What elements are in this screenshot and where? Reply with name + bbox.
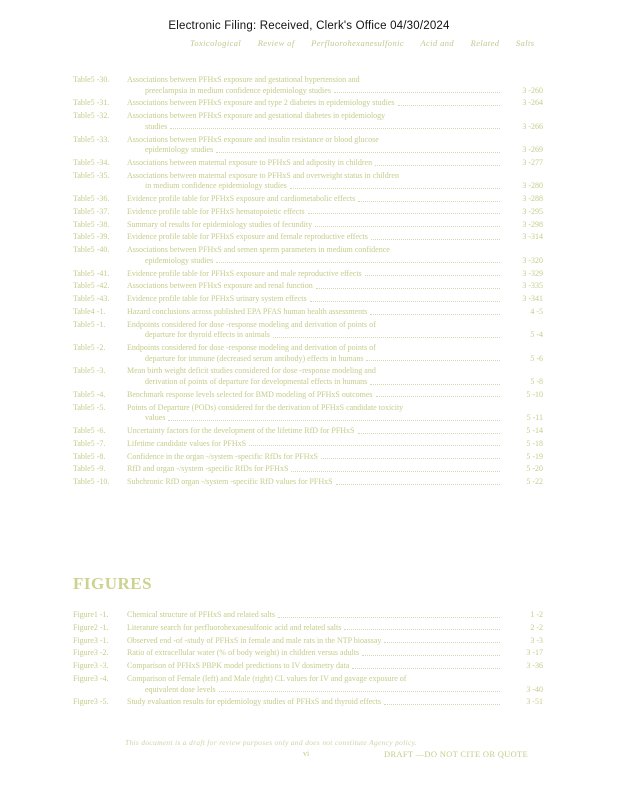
- table-entry[interactable]: [73, 158, 543, 169]
- table-entry-label: Table5 -3.: [73, 366, 106, 376]
- table-entry-title: Associations between maternal exposure to PFHxS and adiposity in children: [127, 157, 373, 167]
- dot-leader: [316, 281, 500, 289]
- table-entry[interactable]: [73, 194, 543, 205]
- table-entry[interactable]: [73, 232, 543, 243]
- table-entry-title-line: [127, 122, 503, 133]
- table-entry-title-line: [127, 111, 503, 122]
- figure-entry-title: Comparison of Female (left) and Male (right) CL values for IV and gavage exposure of: [127, 673, 407, 683]
- dot-leader: [249, 439, 500, 447]
- table-entry-title: Hazard conclusions across published EPA PFAS human health assessments: [127, 306, 368, 316]
- dot-leader: [310, 294, 500, 302]
- table-entry[interactable]: [73, 145, 543, 156]
- table-entry[interactable]: [73, 111, 543, 122]
- table-entry[interactable]: [73, 330, 543, 341]
- figure-entry-label: Figure3 -2.: [73, 648, 109, 658]
- figure-entry[interactable]: [73, 648, 543, 659]
- figure-entry-label: Figure3 -3.: [73, 661, 109, 671]
- figure-entry-title-line: [127, 648, 503, 659]
- dot-leader: [362, 648, 500, 656]
- table-entry-page: 3 -269: [522, 145, 543, 155]
- table-entry[interactable]: [73, 354, 543, 365]
- table-entry-label: [73, 181, 127, 192]
- table-entry-title: Lifetime candidate values for PFHxS: [127, 438, 247, 448]
- table-entry-page: 5 -6: [530, 353, 543, 363]
- figure-entry-page: 3 -51: [526, 697, 543, 707]
- running-header: [190, 38, 548, 48]
- figure-entry-title: Comparison of PFHxS PBPK model predictions to IV dosimetry data: [127, 661, 350, 671]
- table-entry-title-line: [127, 98, 503, 109]
- figure-entry-label: Figure3 -5.: [73, 697, 109, 707]
- figure-entry-title-line: [127, 623, 503, 634]
- figure-entry-title: equivalent dose levels: [145, 684, 216, 694]
- dot-leader: [334, 86, 500, 94]
- dot-leader: [315, 220, 500, 228]
- dot-leader: [344, 623, 500, 631]
- table-entry[interactable]: [73, 256, 543, 267]
- table-entry-page: 3 -280: [522, 181, 543, 191]
- table-entry-title-line: [127, 194, 503, 205]
- figure-entry-title-line: [127, 661, 503, 672]
- table-entry-page: 3 -341: [522, 294, 543, 304]
- table-entry-page: [503, 403, 543, 414]
- table-entry-page: 5 -11: [526, 413, 543, 423]
- table-entry-label: [73, 86, 127, 97]
- table-entry-title-line: [127, 256, 503, 267]
- table-entry[interactable]: [73, 207, 543, 218]
- table-entry-page: 3 -277: [522, 157, 543, 167]
- table-entry-title: studies: [145, 121, 168, 131]
- running-header-word: Salts: [515, 38, 535, 48]
- table-entry-label: [73, 330, 127, 341]
- table-entry[interactable]: [73, 366, 543, 377]
- running-header-word: Related: [470, 38, 500, 48]
- running-header-word: Perfluorohexanesulfonic: [311, 38, 405, 48]
- table-entry-label: Table5 -6.: [73, 425, 106, 435]
- table-entry-title-line: [127, 343, 503, 354]
- table-entry-title: departure for thyroid effects in animals: [145, 330, 270, 340]
- dot-leader: [216, 256, 500, 264]
- dot-leader: [291, 464, 500, 472]
- table-entry[interactable]: [73, 269, 543, 280]
- table-entry-title-line: [127, 366, 503, 377]
- table-entry-label: Table5 -32.: [73, 111, 110, 121]
- table-entry-title: Subchronic RfD organ -/system -specific RfD values for PFHxS: [127, 477, 333, 487]
- table-entry-title: Summary of results for epidemiology studies of fecundity: [127, 219, 313, 229]
- table-entry-title: Benchmark response levels selected for BMD modeling of PFHxS outcomes: [127, 389, 373, 399]
- table-entry-label: Table5 -42.: [73, 281, 110, 291]
- table-entry[interactable]: [73, 98, 543, 109]
- table-entry[interactable]: [73, 75, 543, 86]
- dot-leader: [365, 269, 500, 277]
- dot-leader: [366, 354, 500, 362]
- list-of-figures: [73, 610, 543, 710]
- table-entry[interactable]: [73, 377, 543, 388]
- table-entry-title: Associations between maternal exposure to PFHxS and overweight status in children: [127, 170, 399, 180]
- table-entry-label: Table5 -10.: [73, 477, 110, 487]
- table-entry-label: Table5 -36.: [73, 194, 110, 204]
- table-entry-title: epidemiology studies: [145, 145, 214, 155]
- figure-entry-page: 1 -2: [530, 610, 543, 619]
- figure-entry-page: 3 -36: [526, 661, 543, 671]
- table-entry-label: Table5 -4.: [73, 389, 106, 399]
- dot-leader: [278, 610, 500, 618]
- table-entry-page: 3 -264: [522, 98, 543, 108]
- table-entry[interactable]: [73, 181, 543, 192]
- dot-leader: [384, 697, 500, 705]
- table-entry-title: values: [145, 413, 166, 423]
- table-entry[interactable]: [73, 477, 543, 488]
- table-entry-label: [73, 377, 127, 388]
- figure-entry-label: Figure3 -1.: [73, 635, 109, 645]
- table-entry-label: Table5 -40.: [73, 245, 110, 255]
- table-entry-page: 5 -8: [530, 377, 543, 387]
- table-entry-label: [73, 145, 127, 156]
- figure-entry-title-line: [127, 636, 503, 647]
- figure-entry-page: 3 -17: [526, 648, 543, 658]
- dot-leader: [336, 477, 500, 485]
- table-entry-page: 3 -266: [522, 121, 543, 131]
- figure-entry-title: Observed end -of -study of PFHxS in female and male rats in the NTP bioassay: [127, 635, 382, 645]
- table-entry-page: [503, 135, 543, 146]
- table-entry-label: Table5 -9.: [73, 464, 106, 474]
- table-entry-label: Table5 -38.: [73, 219, 110, 229]
- table-entry-title-line: [127, 390, 503, 401]
- table-entry-title-line: [127, 86, 503, 97]
- dot-leader: [384, 636, 500, 644]
- draft-label: DRAFT —DO NOT CITE OR QUOTE: [384, 749, 529, 759]
- table-entry-label: Table5 -7.: [73, 438, 106, 448]
- table-entry[interactable]: [73, 294, 543, 305]
- table-entry-label: [73, 354, 127, 365]
- table-entry-title: in medium confidence epidemiology studies: [145, 181, 287, 191]
- table-entry-title-line: [127, 207, 503, 218]
- figure-entry-title: Study evaluation results for epidemiology studies of PFHxS and thyroid effects: [127, 697, 382, 707]
- figure-entry-page: [503, 674, 543, 685]
- table-entry-title-line: [127, 145, 503, 156]
- table-entry-page: 3 -288: [522, 194, 543, 204]
- table-entry-title-line: [127, 75, 503, 86]
- table-entry-title: Associations between PFHxS exposure and type 2 diabetes in epidemiology studies: [127, 98, 395, 108]
- table-entry-label: Table5 -39.: [73, 232, 110, 242]
- table-entry-page: 3 -335: [522, 281, 543, 291]
- table-entry-title: RfD and organ -/system -specific RfDs for PFHxS: [127, 464, 289, 474]
- table-entry-title-line: [127, 354, 503, 365]
- list-of-tables: [73, 75, 543, 490]
- table-entry-label: Table4 -1.: [73, 306, 106, 316]
- table-entry-title-line: [127, 307, 503, 318]
- table-entry-page: [503, 366, 543, 377]
- table-entry-label: Table5 -37.: [73, 206, 110, 216]
- table-entry-page: 3 -314: [522, 232, 543, 242]
- figure-entry[interactable]: [73, 697, 543, 708]
- table-entry-title: Endpoints considered for dose -response modeling and derivation of points of: [127, 343, 376, 353]
- figure-entry[interactable]: [73, 661, 543, 672]
- table-entry-page: [503, 111, 543, 122]
- table-entry-title-line: [127, 294, 503, 305]
- table-entry-label: [73, 122, 127, 133]
- figure-entry[interactable]: [73, 610, 543, 621]
- table-entry-label: [73, 413, 127, 424]
- table-entry-title-line: [127, 413, 503, 424]
- figure-entry-label: Figure2 -1.: [73, 622, 109, 632]
- table-entry-page: 4 -5: [530, 306, 543, 316]
- dot-leader: [376, 390, 500, 398]
- table-entry[interactable]: [73, 86, 543, 97]
- table-entry-label: Table5 -41.: [73, 268, 110, 278]
- table-entry-title: Evidence profile table for PFHxS exposure and cardiometabolic effects: [127, 194, 356, 204]
- table-entry-title-line: [127, 426, 503, 437]
- table-entry-title-line: [127, 320, 503, 331]
- table-entry-page: 3 -295: [522, 206, 543, 216]
- table-entry-title: Associations between PFHxS and semen sperm parameters in medium confidence: [127, 245, 390, 255]
- table-entry-label: Table5 -30.: [73, 75, 110, 84]
- table-entry-label: [73, 256, 127, 267]
- table-entry[interactable]: [73, 122, 543, 133]
- table-entry-page: 3 -320: [522, 255, 543, 265]
- table-entry-label: Table5 -1.: [73, 319, 106, 329]
- dot-leader: [371, 232, 500, 240]
- figure-entry[interactable]: [73, 685, 543, 696]
- figure-entry-title: Literature search for perfluorohexanesulfonic acid and related salts: [127, 622, 342, 632]
- table-entry[interactable]: [73, 439, 543, 450]
- table-entry-title: Endpoints considered for dose -response modeling and derivation of points of: [127, 319, 376, 329]
- table-entry-page: 5 -18: [526, 438, 543, 448]
- dot-leader: [308, 207, 500, 215]
- table-entry[interactable]: [73, 403, 543, 414]
- electronic-filing-stamp: Electronic Filing: Received, Clerk's Office 04/30/2024: [168, 20, 450, 32]
- figure-entry-title-line: [127, 674, 503, 685]
- table-entry-title-line: [127, 171, 503, 182]
- table-entry-title: Associations between PFHxS exposure and gestational hypertension and: [127, 75, 360, 84]
- table-entry-title: Points of Departure (PODs) considered for the derivation of PFHxS candidate toxicity: [127, 402, 404, 412]
- table-entry-page: [503, 245, 543, 256]
- table-entry-page: 5 -14: [526, 425, 543, 435]
- table-entry-page: 3 -329: [522, 268, 543, 278]
- table-entry-label: Table5 -35.: [73, 170, 110, 180]
- table-entry-page: [503, 75, 543, 86]
- table-entry-title-line: [127, 464, 503, 475]
- table-entry-title: derivation of points of departure for developmental effects in humans: [145, 377, 368, 387]
- table-entry[interactable]: [73, 320, 543, 331]
- dot-leader: [358, 426, 501, 434]
- figure-entry[interactable]: [73, 623, 543, 634]
- figure-entry[interactable]: [73, 674, 543, 685]
- figure-entry-title-line: [127, 697, 503, 708]
- running-header-word: Review of: [257, 38, 295, 48]
- table-entry-title: Uncertainty factors for the development of the lifetime RfD for PFHxS: [127, 425, 355, 435]
- dot-leader: [290, 181, 500, 189]
- table-entry-title: Evidence profile table for PFHxS exposure and female reproductive effects: [127, 232, 368, 242]
- table-entry-title: Evidence profile table for PFHxS hematopoietic effects: [127, 206, 305, 216]
- table-entry-label: Table5 -33.: [73, 134, 110, 144]
- table-entry-page: 5 -19: [526, 451, 543, 461]
- table-entry-title-line: [127, 232, 503, 243]
- table-entry-page: [503, 320, 543, 331]
- table-entry-title: Evidence profile table for PFHxS urinary system effects: [127, 294, 307, 304]
- table-entry-label: Table5 -5.: [73, 402, 106, 412]
- table-entry[interactable]: [73, 426, 543, 437]
- table-entry-title-line: [127, 269, 503, 280]
- table-entry-title: Associations between PFHxS exposure and insulin resistance or blood glucose: [127, 134, 379, 144]
- table-entry-title-line: [127, 181, 503, 192]
- table-entry-page: 5 -4: [530, 330, 543, 340]
- dot-leader: [370, 377, 500, 385]
- table-entry-title: preeclampsia in medium confidence epidemiology studies: [145, 85, 331, 95]
- figure-entry-label: Figure1 -1.: [73, 610, 109, 619]
- table-entry-title: departure for immune (decreased serum antibody) effects in humans: [145, 353, 364, 363]
- table-entry-title: Evidence profile table for PFHxS exposure and male reproductive effects: [127, 268, 362, 278]
- dot-leader: [375, 158, 500, 166]
- dot-leader: [352, 661, 500, 669]
- table-entry-title-line: [127, 158, 503, 169]
- dot-leader: [219, 685, 500, 693]
- table-entry-title-line: [127, 439, 503, 450]
- running-header-word: Toxicological: [190, 38, 242, 48]
- figures-heading: FIGURES: [73, 574, 153, 593]
- figure-entry[interactable]: [73, 636, 543, 647]
- table-entry-title-line: [127, 245, 503, 256]
- figure-entry-title: Chemical structure of PFHxS and related salts: [127, 610, 275, 619]
- table-entry[interactable]: [73, 171, 543, 182]
- dot-leader: [168, 413, 500, 421]
- table-entry-page: 3 -260: [522, 85, 543, 95]
- table-entry-label: Table5 -43.: [73, 294, 110, 304]
- table-entry-title: Mean birth weight deficit studies considered for dose -response modeling and: [127, 366, 376, 376]
- table-entry-title-line: [127, 281, 503, 292]
- table-entry[interactable]: [73, 390, 543, 401]
- table-entry[interactable]: [73, 307, 543, 318]
- table-entry-page: 5 -20: [526, 464, 543, 474]
- table-entry[interactable]: [73, 245, 543, 256]
- table-entry-title: Associations between PFHxS exposure and renal function: [127, 281, 313, 291]
- figure-entry-page: 3 -3: [530, 635, 543, 645]
- dot-leader: [321, 452, 500, 460]
- table-entry-title-line: [127, 135, 503, 146]
- table-entry-label: Table5 -34.: [73, 157, 110, 167]
- table-entry[interactable]: [73, 452, 543, 463]
- figure-entry-page: 3 -40: [526, 684, 543, 694]
- figure-entry-label: Figure3 -4.: [73, 673, 109, 683]
- table-entry[interactable]: [73, 343, 543, 354]
- figure-entry-page: 2 -2: [530, 622, 543, 632]
- table-entry-title-line: [127, 403, 503, 414]
- table-entry-title: Confidence in the organ -/system -specific RfDs for PFHxS: [127, 451, 318, 461]
- dot-leader: [273, 330, 500, 338]
- figure-entry-title-line: [127, 610, 503, 621]
- table-entry-title-line: [127, 377, 503, 388]
- figure-entry-label: [73, 685, 127, 696]
- figure-entry-title: Ratio of extracellular water (% of body weight) in children versus adults: [127, 648, 360, 658]
- table-entry-label: Table5 -31.: [73, 98, 110, 108]
- table-entry-page: 5 -10: [526, 389, 543, 399]
- table-entry-title-line: [127, 220, 503, 231]
- table-entry[interactable]: [73, 413, 543, 424]
- table-entry-label: Table5 -8.: [73, 451, 106, 461]
- page-number: vi: [303, 749, 310, 758]
- table-entry[interactable]: [73, 135, 543, 146]
- table-entry[interactable]: [73, 220, 543, 231]
- dot-leader: [370, 307, 500, 315]
- table-entry-page: [503, 343, 543, 354]
- table-entry-title-line: [127, 330, 503, 341]
- draft-disclaimer: This document is a draft for review purposes only and does not constitute Agency policy.: [125, 738, 417, 747]
- table-entry-title: Associations between PFHxS exposure and gestational diabetes in epidemiology: [127, 111, 386, 121]
- table-entry-page: 3 -298: [522, 219, 543, 229]
- dot-leader: [398, 98, 500, 106]
- figure-entry-title-line: [127, 685, 503, 696]
- running-header-word: Acid and: [420, 38, 455, 48]
- dot-leader: [216, 145, 500, 153]
- table-entry-page: [503, 171, 543, 182]
- dot-leader: [358, 194, 500, 202]
- table-entry-title-line: [127, 452, 503, 463]
- dot-leader: [170, 122, 500, 130]
- table-entry-page: 5 -22: [526, 477, 543, 487]
- table-entry[interactable]: [73, 281, 543, 292]
- table-entry-title-line: [127, 477, 503, 488]
- table-entry-label: Table5 -2.: [73, 343, 106, 353]
- table-entry-title: epidemiology studies: [145, 255, 214, 265]
- table-entry[interactable]: [73, 464, 543, 475]
